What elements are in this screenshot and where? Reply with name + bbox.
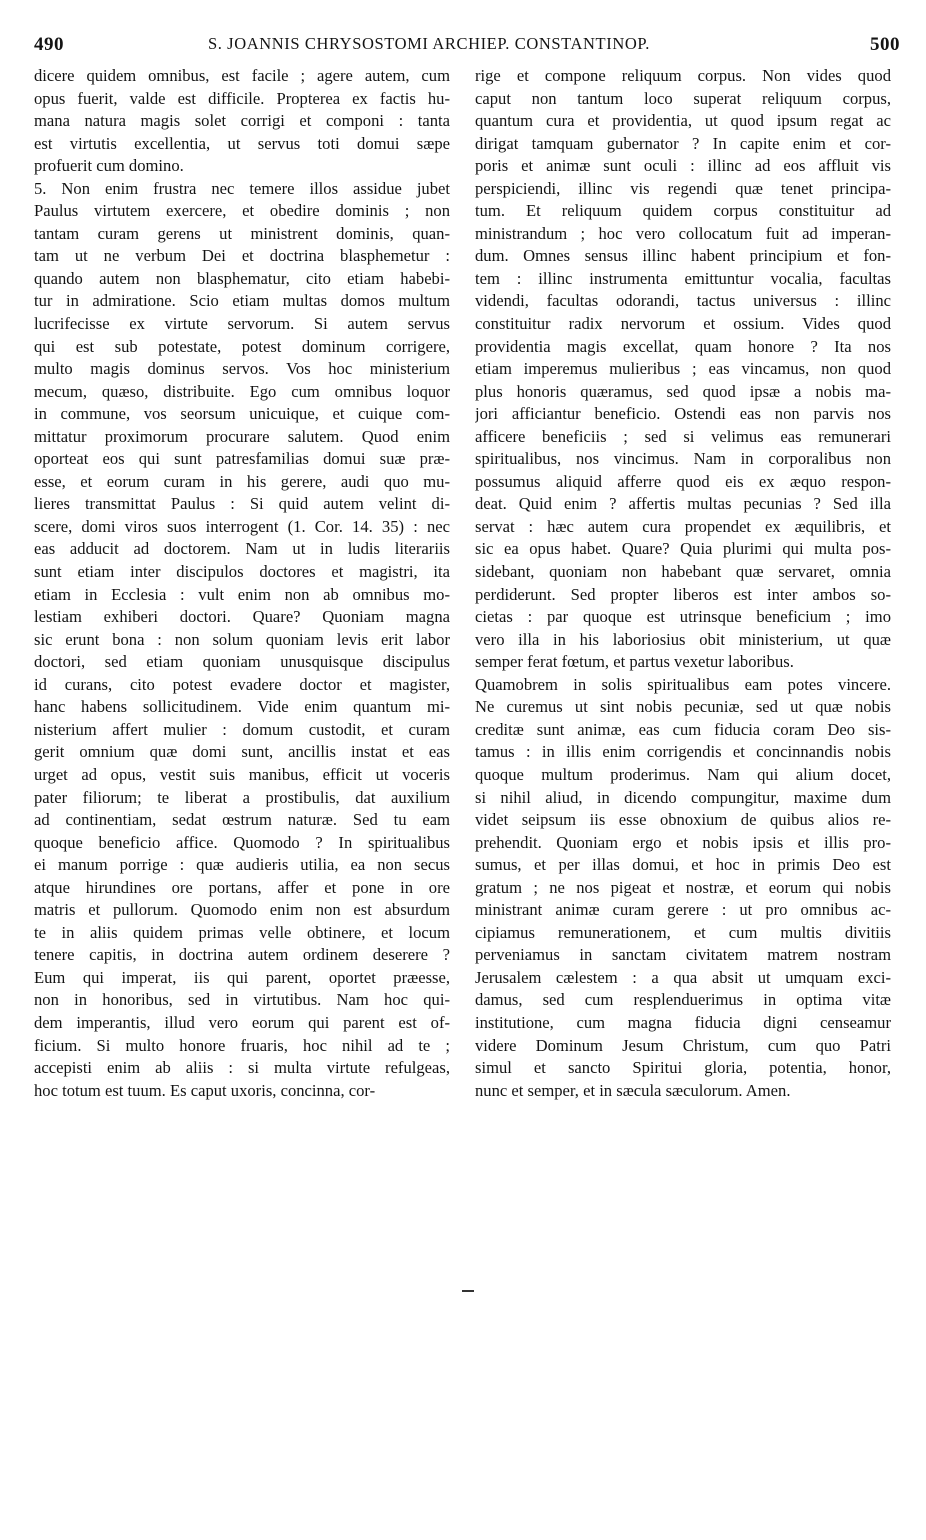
text-line: lestiam exhiberi doctori. Quare? Quoniam magna xyxy=(34,607,450,627)
text-line: videndi, facultas odorandi, tactus universus : illinc xyxy=(475,291,891,311)
left-text-column xyxy=(34,65,450,1102)
text-line: mittatur proximorum procurare salutem. Quod enim xyxy=(34,426,450,446)
text-line: constituitur radix nervorum et ossium. Vides quod xyxy=(475,314,891,334)
text-line: semper ferat fœtum, et partus vexetur laboribus. xyxy=(475,652,794,672)
text-line: gerit omnium quæ domi sunt, ancillis instat et eas xyxy=(34,742,450,762)
text-line: hanc habens sollicitudinem. Vide enim quantum mi- xyxy=(34,697,450,717)
text-line: rige et compone reliquum corpus. Non vides quod xyxy=(475,66,891,85)
text-line: Jerusalem cælestem : a qua absit ut umquam exci- xyxy=(475,967,891,987)
text-line: tur in admiratione. Scio etiam multas domos multum xyxy=(34,291,450,311)
stray-mark xyxy=(462,1290,474,1292)
text-line: pater filiorum; te liberat a prostibulis, dat auxilium xyxy=(34,787,450,807)
text-line: opus fuerit, valde est difficile. Propterea ex factis hu- xyxy=(34,88,450,108)
text-line: tantam curam gerens ut ministrent dominis, quan- xyxy=(34,223,450,243)
text-line: perdiderunt. Sed propter liberos est inter ambos so- xyxy=(475,584,891,604)
text-line: etiam imperemus mulieribus ; eas vincamus, non quod xyxy=(475,359,891,379)
text-line: dem imperantis, illud vero eorum qui parent est of- xyxy=(34,1012,450,1032)
text-line: possumus aliquid afferre quod eis ex æquo respon- xyxy=(475,471,891,491)
text-line: videt seipsum iis esse obnoxium de quibus alios re- xyxy=(475,810,891,830)
text-line: id curans, cito potest evadere doctor et magister, xyxy=(34,674,450,694)
text-line: in commune, vos seorsum unicuique, et cuique com- xyxy=(34,404,450,424)
text-line: quantum cura et providentia, ut quod ipsum regat ac xyxy=(475,111,891,131)
text-line: tamus : in illis enim corrigendis et concinnandis nobis xyxy=(475,742,891,762)
text-line: est virtutis excellentia, ut servus toti domui sæpe xyxy=(34,133,450,153)
text-line: mecum, quæso, distribuite. Ego cum omnibus loquor xyxy=(34,381,450,401)
text-line: accepisti enim ab aliis : si multa virtute refulgeas, xyxy=(34,1058,450,1078)
text-line: matris et pullorum. Quomodo enim non est absurdum xyxy=(34,900,450,920)
text-line: mana natura magis solet corrigi et componi : tanta xyxy=(34,111,450,131)
text-line: caput non tantum loco superat reliquum corpus, xyxy=(475,88,891,108)
text-line: afficere beneficiis ; sed si velimus eas remunerari xyxy=(475,426,891,446)
text-line: oporteat eos qui sunt patresfamilias domui suæ præ- xyxy=(34,449,450,469)
text-line: perveniamus in sanctam civitatem matrem nostram xyxy=(475,945,891,965)
text-line: hoc totum est tuum. Es caput uxoris, concinna, cor- xyxy=(34,1080,376,1100)
text-line: quoque beneficio affice. Quomodo ? In spiritualibus xyxy=(34,832,450,852)
text-line: vero illa in his laboriosius obit ministerium, ut quæ xyxy=(475,629,891,649)
text-line: tem : illinc instrumenta emittuntur vocalia, facultas xyxy=(475,268,891,288)
text-line: creditæ sunt animæ, eas cum fiducia coram Deo sis- xyxy=(475,719,891,739)
text-line: quoque multum proderimus. Nam qui alium docet, xyxy=(475,764,891,784)
text-line: nunc et semper, et in sæcula sæculorum. Amen. xyxy=(475,1080,791,1100)
text-line: ministrandum ; hoc vero collocatum fuit ad imperan- xyxy=(475,223,891,243)
text-line: spiritualibus, nos vincimus. Nam in corporalibus non xyxy=(475,449,891,469)
text-line: perspiciendi, illinc vis regendi quæ tenet principa- xyxy=(475,178,891,198)
text-line: eas adducit ad doctorem. Nam ut in ludis literariis xyxy=(34,539,450,559)
text-line: dirigat tamquam gubernator ? In capite enim et cor- xyxy=(475,133,891,153)
text-line: tam ut ne verbum Dei et doctrina blasphemetur : xyxy=(34,246,450,266)
text-line: servat : hæc autem cura propendet ex æquilibris, et xyxy=(475,516,891,536)
running-title: S. JOANNIS CHRYSOSTOMI ARCHIEP. CONSTANTINOP. xyxy=(207,34,651,53)
text-line: 5. Non enim frustra nec temere illos assidue jubet xyxy=(34,178,450,198)
text-line: providentia magis excellat, quam honore ? Ita nos xyxy=(475,336,891,356)
text-line: Ne curemus ut sint nobis pecuniæ, sed ut quæ nobis xyxy=(475,697,891,717)
text-line: sidebant, quoniam non habebant quæ servaret, omnia xyxy=(475,562,891,582)
text-line: Paulus virtutem exercere, et obedire dominis ; non xyxy=(34,201,450,221)
text-line: etiam in Ecclesia : vult enim non ab omnibus mo- xyxy=(34,584,450,604)
text-line: videre Dominum Jesum Christum, cum quo Patri xyxy=(475,1035,891,1055)
right-text-column xyxy=(475,65,891,1102)
text-line: ad continentiam, sedat œstrum naturæ. Sed tu eam xyxy=(34,810,450,830)
text-line: te in aliis quidem primas velle obtinere, et locum xyxy=(34,922,450,942)
text-line: multo magis dominus servos. Vos hoc ministerium xyxy=(34,359,450,379)
text-line: damus, sed cum resplenduerimus in optima vitæ xyxy=(475,990,891,1010)
text-line: dicere quidem omnibus, est facile ; agere autem, cum xyxy=(34,66,450,85)
text-line: quando autem non blasphematur, cito etiam habebi- xyxy=(34,268,450,288)
text-line: Quamobrem in solis spiritualibus eam potes vincere. xyxy=(475,674,891,694)
text-line: sic ea opus habet. Quare? Quia plurimi qui multa pos- xyxy=(475,539,891,559)
text-line: esse, et eorum curam in his gerere, audi quo mu- xyxy=(34,471,450,491)
text-line: profuerit cum domino. xyxy=(34,156,184,176)
text-line: ficium. Si multo honore fruaris, hoc nihil ad te ; xyxy=(34,1035,450,1055)
text-line: si nihil aliud, in dicendo compungitur, maxime dum xyxy=(475,787,891,807)
text-line: lucrifecisse ex virtute servorum. Si autem servus xyxy=(34,314,450,334)
text-line: doctori, sed etiam quoniam unusquisque discipulus xyxy=(34,652,450,672)
text-line: dum. Omnes sensus illinc habent principium et fon- xyxy=(475,246,891,266)
text-line: sunt etiam inter discipulos doctores et magistri, ita xyxy=(34,562,450,582)
text-line: poris et animæ sunt oculi : illinc ad eos affluit vis xyxy=(475,156,891,176)
text-line: urget ad opus, vestit suis manibus, efficit ut voceris xyxy=(34,764,450,784)
text-line: jori afficiantur beneficio. Ostendi eas non parvis nos xyxy=(475,404,891,424)
page-number-right: 500 xyxy=(870,34,900,55)
text-line: cipiamus remunerationem, et cum multis divitiis xyxy=(475,922,891,942)
text-line: ministrant animæ curam gerere : ut pro omnibus ac- xyxy=(475,900,891,920)
text-line: scere, domi viros suos interrogent (1. Cor. 14. 35) : nec xyxy=(34,516,450,536)
text-line: institutione, cum magna fiducia digni censeamur xyxy=(475,1012,891,1032)
text-line: non in honoribus, sed in virtutibus. Nam hoc qui- xyxy=(34,990,450,1010)
text-line: deat. Quid enim ? affertis multas pecunias ? Sed illa xyxy=(475,494,891,514)
text-line: atque hirundines ore portans, affer et pone in ore xyxy=(34,877,450,897)
text-line: sumus, et per illas domui, et hoc in primis Deo est xyxy=(475,855,891,875)
text-line: prehendit. Quoniam ergo et nobis ipsis et illis pro- xyxy=(475,832,891,852)
running-header xyxy=(34,34,900,60)
text-line: sic erunt bona : non solum quoniam levis erit labor xyxy=(34,629,450,649)
text-line: simul et sancto Spiritui gloria, potentia, honor, xyxy=(475,1058,891,1078)
text-line: nisterium affert mulier : domum custodit, et curam xyxy=(34,719,450,739)
text-line: gratum ; ne nos pigeat et nostræ, et eorum qui nobis xyxy=(475,877,891,897)
text-line: Eum qui imperat, iis qui parent, oportet præesse, xyxy=(34,967,450,987)
text-line: tenere capitis, in doctrina autem ordinem deserere ? xyxy=(34,945,450,965)
text-line: lieres transmittat Paulus : Si quid autem velint di- xyxy=(34,494,450,514)
text-line: tum. Et reliquum quidem corpus constituitur ad xyxy=(475,201,891,221)
text-line: plus honoris quæramus, sed quod ipsæ a nobis ma- xyxy=(475,381,891,401)
page-number-left: 490 xyxy=(34,34,64,55)
text-line: qui est sub potestate, potest dominum corrigere, xyxy=(34,336,450,356)
text-line: cietas : par quoque est utrinsque beneficium ; imo xyxy=(475,607,891,627)
text-line: ei manum porrige : quæ audieris utilia, ea non secus xyxy=(34,855,450,875)
